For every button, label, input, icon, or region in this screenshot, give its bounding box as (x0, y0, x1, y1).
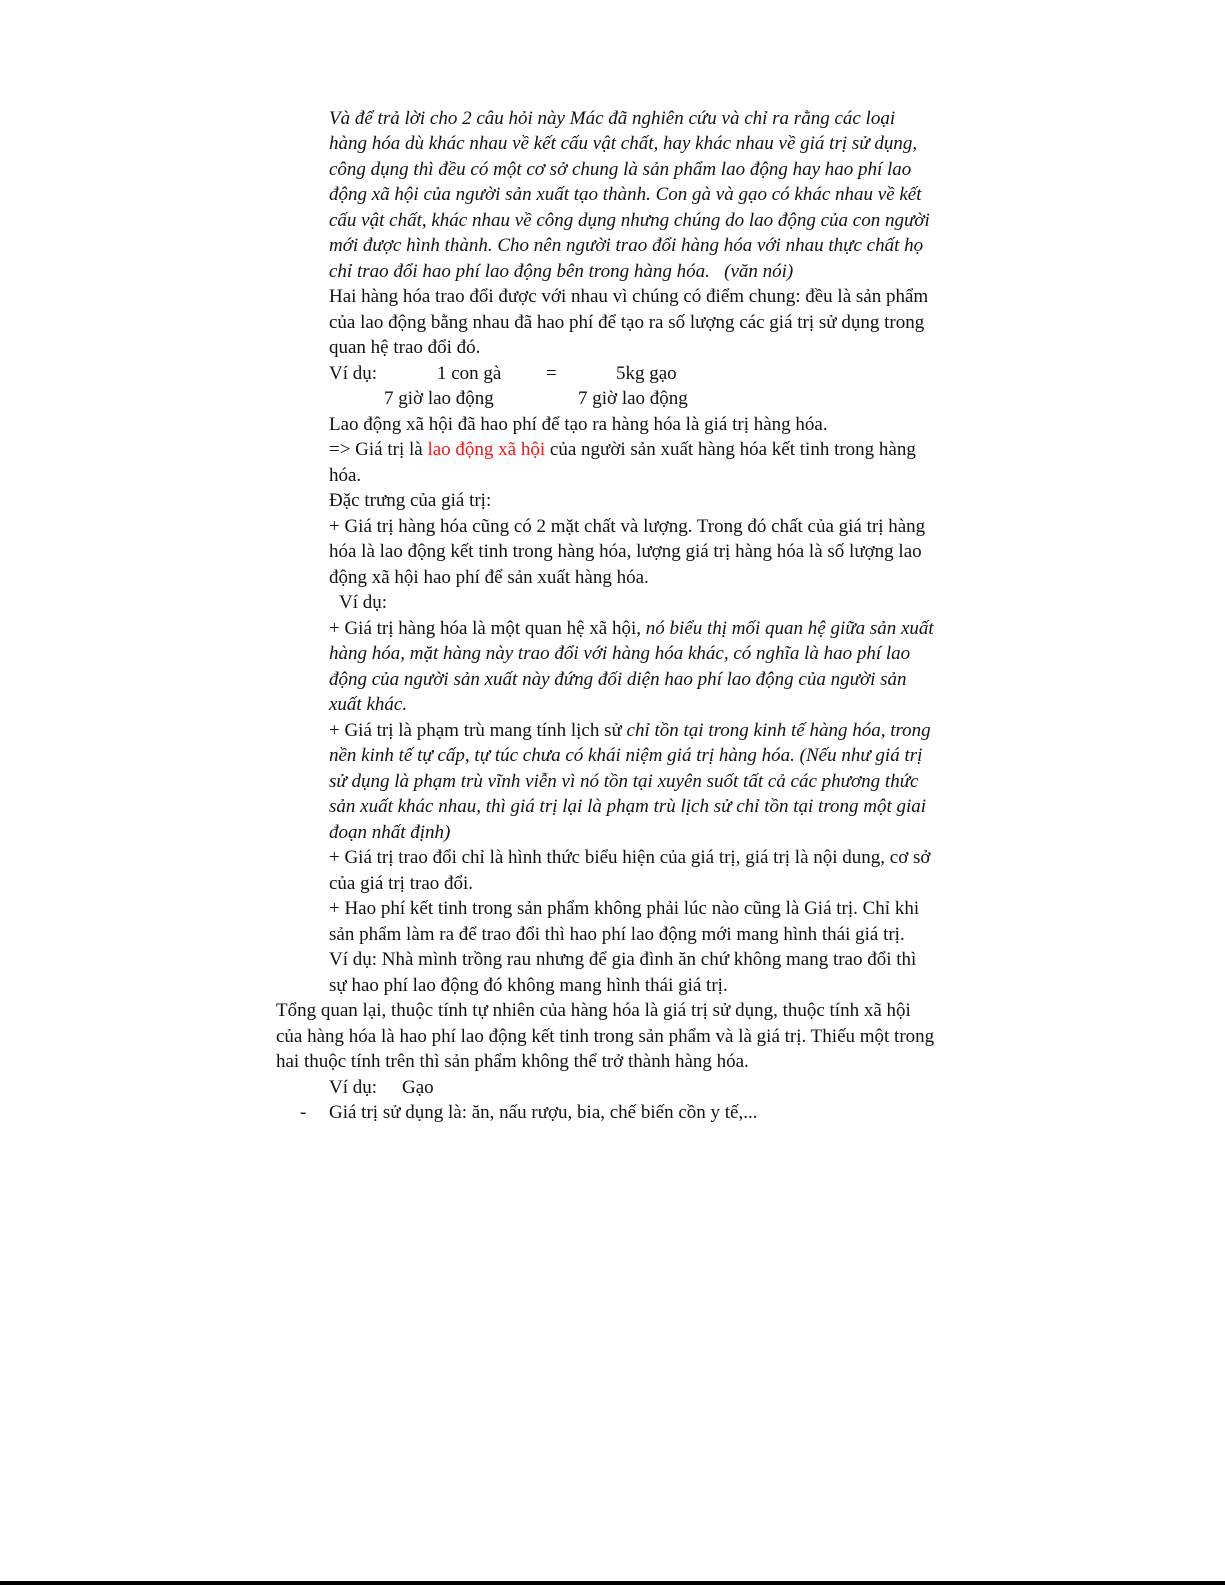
feature-italic-text: nó biểu thị mối quan hệ giữa sản xuất (645, 618, 934, 639)
example-left-labor: 7 giờ lao động (384, 388, 494, 409)
summary-line: hai thuộc tính trên thì sản phẩm không thể trở thành hàng hóa. (276, 1051, 749, 1072)
summary-line: Tổng quan lại, thuộc tính tự nhiên của hàng hóa là giá trị sử dụng, thuộc tính xã hội (276, 1000, 911, 1021)
summary-line: của hàng hóa là hao phí lao động kết tinh trong sản phẩm và là giá trị. Thiếu một trong (276, 1026, 935, 1047)
feature-line: + Hao phí kết tinh trong sản phẩm không phải lúc nào cũng là Giá trị. Chỉ khi (329, 898, 920, 919)
feature-normal-text: + Giá trị hàng hóa là một quan hệ xã hội, (329, 618, 646, 639)
feature-normal-text: + Giá trị là phạm trù mang tính lịch sử (329, 720, 627, 741)
conclusion-suffix: của người sản xuất hàng hóa kết tinh trong hàng (545, 439, 916, 460)
feature-line (329, 616, 934, 641)
feature-line: động xã hội hao phí để sản xuất hàng hóa. (329, 567, 649, 588)
feature-line: sử dụng là phạm trù vĩnh viễn vì nó tồn tại xuyên suốt tất cả các phương thức (329, 771, 919, 792)
paragraph-line: quan hệ trao đổi đó. (329, 337, 481, 358)
feature-line: đoạn nhất định) (329, 822, 451, 843)
feature-line: xuất khác. (329, 694, 408, 715)
feature-line: sản phẩm làm ra để trao đổi thì hao phí lao động mới mang hình thái giá trị. (329, 924, 905, 945)
feature-line: hàng hóa, mặt hàng này trao đổi với hàng hóa khác, có nghĩa là hao phí lao (329, 643, 911, 664)
example-label: Ví dụ: (329, 363, 378, 384)
features-heading: Đặc trưng của giá trị: (329, 490, 492, 511)
paragraph-line: công dụng thì đều có một cơ sở chung là sản phẩm lao động hay hao phí lao (329, 159, 912, 180)
paragraph-line: mới được hình thành. Cho nên người trao đổi hàng hóa với nhau thực chất họ (329, 235, 924, 256)
definition-line: Lao động xã hội đã hao phí để tạo ra hàng hóa là giá trị hàng hóa. (329, 414, 828, 435)
example-right-item: 5kg gạo (616, 363, 677, 384)
paragraph-line: Và để trả lời cho 2 câu hỏi này Mác đã nghiên cứu và chỉ ra rằng các loại (329, 108, 896, 129)
example-line: sự hao phí lao động đó không mang hình thái giá trị. (329, 975, 728, 996)
paragraph-line: hàng hóa dù khác nhau về kết cấu vật chất, hay khác nhau về giá trị sử dụng, (329, 133, 918, 154)
example-line: Ví dụ: Nhà mình trồng rau nhưng để gia đình ăn chứ không mang trao đổi thì (329, 949, 917, 970)
paragraph-line: chỉ trao đổi hao phí lao động bên trong hàng hóa. (văn nói) (329, 261, 794, 282)
conclusion-line (329, 437, 916, 462)
page-bottom-rule (0, 1581, 1225, 1585)
conclusion-line: hóa. (329, 465, 362, 486)
paragraph-line: Hai hàng hóa trao đổi được với nhau vì chúng có điểm chung: đều là sản phẩm (329, 286, 929, 307)
feature-line: sản xuất khác nhau, thì giá trị lại là phạm trù lịch sử chỉ tồn tại trong một giai (329, 796, 927, 817)
paragraph-line: cấu vật chất, khác nhau về công dụng nhưng chúng do lao động của con người (329, 210, 930, 231)
feature-line: hóa là lao động kết tinh trong hàng hóa, lượng giá trị hàng hóa là số lượng lao (329, 541, 922, 562)
conclusion-prefix: => Giá trị là (329, 439, 428, 460)
feature-italic-text: chỉ tồn tại trong kinh tế hàng hóa, trong (626, 720, 931, 741)
feature-line: + Giá trị trao đổi chỉ là hình thức biểu hiện của giá trị, giá trị là nội dung, cơ sở (329, 847, 931, 868)
feature-line: của giá trị trao đổi. (329, 873, 474, 894)
feature-line: động của người sản xuất này đứng đối diện hao phí lao động của người sản (329, 669, 907, 690)
paragraph-line: động xã hội của người sản xuất tạo thành. Con gà và gạo có khác nhau về kết (329, 184, 922, 205)
feature-line (329, 718, 931, 743)
example-right-labor: 7 giờ lao động (578, 388, 688, 409)
feature-example-label: Ví dụ: (339, 592, 388, 613)
feature-line: + Giá trị hàng hóa cũng có 2 mặt chất và lượng. Trong đó chất của giá trị hàng (329, 516, 926, 537)
bullet-marker: - (300, 1102, 307, 1123)
example-left-item: 1 con gà (437, 363, 502, 384)
feature-line: nền kinh tế tự cấp, tự túc chưa có khái niệm giá trị hàng hóa. (Nếu như giá trị (329, 745, 923, 766)
example-label: Ví dụ: (329, 1077, 378, 1098)
example-equals: = (546, 363, 557, 384)
bullet-text: Giá trị sử dụng là: ăn, nấu rượu, bia, chế biến cồn y tế,... (329, 1102, 758, 1123)
paragraph-line: của lao động bằng nhau đã hao phí để tạo ra số lượng các giá trị sử dụng trong (329, 312, 925, 333)
conclusion-highlight: lao động xã hội (427, 439, 546, 460)
example-item: Gạo (402, 1077, 434, 1098)
